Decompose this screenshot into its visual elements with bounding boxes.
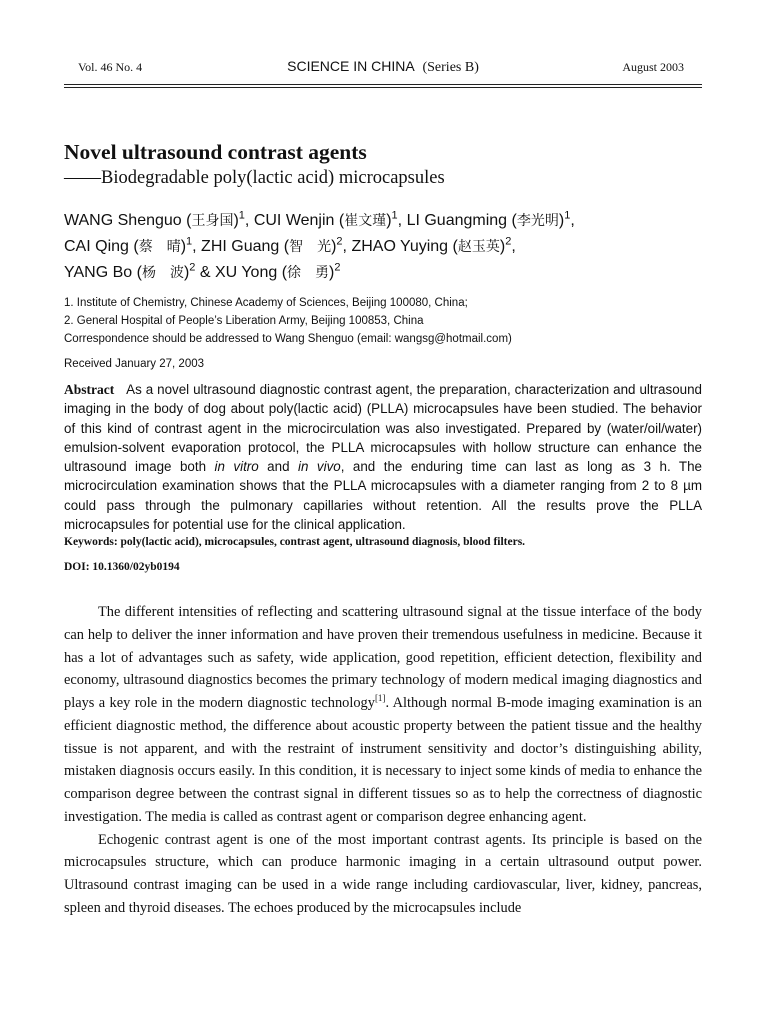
author: XU Yong (徐 勇)$^2$ [214, 261, 341, 281]
author-separator: , [342, 238, 352, 255]
correspondence-note: Correspondence should be addressed to Wang Shenguo (email: wangsg@hotmail.com) [64, 333, 512, 345]
author-separator: , [244, 212, 254, 229]
affiliation-marker: 1 [238, 209, 245, 222]
author-name-chinese: 杨 波 [141, 265, 184, 281]
paragraph [64, 601, 702, 829]
paragraph-text: . Although normal B-mode imaging examination is an efficient diagnostic method, the difference about acoustic property between the patient tissue and the healthy tissue is not apparent, and with the restraint of instrument sensitivity and doctor’s distinguishing ability, mistaken diagnosis occurs easily. In this condition, it is necessary to inject some kinds of media to enhance the comparison degree between the contrast signal in different tissues so as to help the correctness of diagnostic investigation. The media is called as contrast agent or comparison degree enhancing agent. [64, 695, 702, 825]
author-separator: , [192, 238, 202, 255]
header-rule-bottom [64, 87, 702, 88]
abstract-label: Abstract [64, 382, 115, 397]
affiliation-marker: 1 [564, 209, 571, 222]
author-name: CUI Wenjin [253, 212, 335, 229]
author-name: ZHAO Yuying [351, 238, 449, 255]
author-name-chinese: 徐 勇 [287, 265, 330, 281]
author-name: YANG Bo [64, 264, 133, 281]
affiliation-1: 1. Institute of Chemistry, Chinese Academy of Sciences, Beijing 100080, China; [64, 297, 468, 309]
author-name: ZHI Guang [201, 238, 280, 255]
abstract-text-2: , and the enduring time can last as long as 3 h. The microcirculation examination shows that the PLLA microcapsules with a diameter ranging from 2 to 8 µm could pass through the pulmonary capillaries without retention. All the results prove the PLLA microcapsules for potential use for the clinical application. [64, 459, 702, 533]
author: CAI Qing (蔡 晴)$^1$ [64, 235, 193, 255]
paragraph-text: The different intensities of reflecting and scattering ultrasound signal at the tissue interface of the body can help to deliver the inner information and have proven their tremendous usefulness in medicine. Because it has a lot of advantages such as safety, wide application, good repetition, efficient detection, flexibility and economy, ultrasound diagnostics becomes the primary technology of modern medical imaging diagnostics and plays a key role in the modern diagnostic technology [64, 604, 702, 711]
author-name-chinese: 赵玉英 [457, 239, 500, 255]
author: YANG Bo (杨 波)$^2$ [64, 261, 196, 281]
affiliation-marker: 2 [505, 235, 512, 248]
issue-date: August 2003 [622, 60, 684, 74]
running-header [64, 58, 702, 80]
affiliation-marker: 1 [391, 209, 398, 222]
author-separator: , [570, 212, 575, 229]
affiliation-marker: 2 [336, 235, 343, 248]
paragraph: Echogenic contrast agent is one of the most important contrast agents. Its principle is based on the microcapsules structure, which can produce harmonic imaging in a certain ultrasound output power. Ultrasound contrast imaging can be used in a wide range including cardiovascular, liver, kidney, pancreas, spleen and thyroid diseases. The echoes produced by the microcapsules include [64, 831, 702, 916]
abstract-in-vivo: in vivo [298, 459, 341, 475]
received-date: Received January 27, 2003 [64, 358, 205, 370]
author-separator: , [397, 212, 407, 229]
affiliation-marker: 1 [186, 235, 193, 248]
keywords: Keywords: poly(lactic acid), microcapsules, contrast agent, ultrasound diagnosis, blood filters. [64, 536, 526, 548]
author-name: WANG Shenguo [64, 212, 182, 229]
author-separator: & [195, 264, 215, 281]
paper-subtitle: ——Biodegradable poly(lactic acid) microcapsules [64, 168, 445, 188]
author-name: LI Guangming [406, 212, 508, 229]
affiliations [64, 294, 704, 348]
author-name-chinese: 王身国 [191, 213, 234, 229]
volume-issue: Vol. 46 No. 4 [78, 60, 143, 74]
affiliation-marker: 2 [334, 261, 341, 274]
author: WANG Shenguo (王身国)$^1$ [64, 209, 245, 229]
author-list [64, 208, 714, 286]
doi: DOI: 10.1360/02yb0194 [64, 561, 180, 573]
author: ZHAO Yuying (赵玉英)$^2$ [351, 235, 512, 255]
journal-name [64, 58, 702, 76]
affiliation-marker: 2 [189, 261, 196, 274]
author-name: CAI Qing [64, 238, 129, 255]
affiliation-2: 2. General Hospital of People’s Liberation Army, Beijing 100853, China [64, 315, 424, 327]
citation: [1] [374, 693, 386, 704]
paper-title: Novel ultrasound contrast agents [64, 140, 367, 164]
header-rule-top [64, 84, 702, 85]
abstract-and: and [258, 459, 298, 475]
journal-title: SCIENCE IN CHINA [287, 58, 415, 74]
abstract [64, 380, 702, 534]
author: ZHI Guang (智 光)$^2$ [201, 235, 343, 255]
journal-series: (Series B) [422, 60, 479, 75]
author-name-chinese: 崔文瑾 [344, 213, 387, 229]
author-name-chinese: 蔡 晴 [138, 239, 181, 255]
author-name-chinese: 李光明 [516, 213, 559, 229]
author: LI Guangming (李光明)$^1$ [406, 209, 571, 229]
abstract-text-1: As a novel ultrasound diagnostic contrast agent, the preparation, characterization and ultrasound imaging in the body of dog about poly(lactic acid) (PLLA) microcapsules have been studied. The behavior of this kind of contrast agent in the microcirculation was also investigated. Prepared by (water/oil/water) emulsion-solvent evaporation protocol, the PLLA microcapsules with hollow structure can enhance the ultrasound image both [64, 382, 702, 475]
abstract-in-vitro: in vitro [214, 459, 259, 475]
author: CUI Wenjin (崔文瑾)$^1$ [253, 209, 398, 229]
author-name: XU Yong [214, 264, 278, 281]
author-name-chinese: 智 光 [289, 239, 332, 255]
body-text [64, 601, 702, 920]
author-separator: , [511, 238, 516, 255]
